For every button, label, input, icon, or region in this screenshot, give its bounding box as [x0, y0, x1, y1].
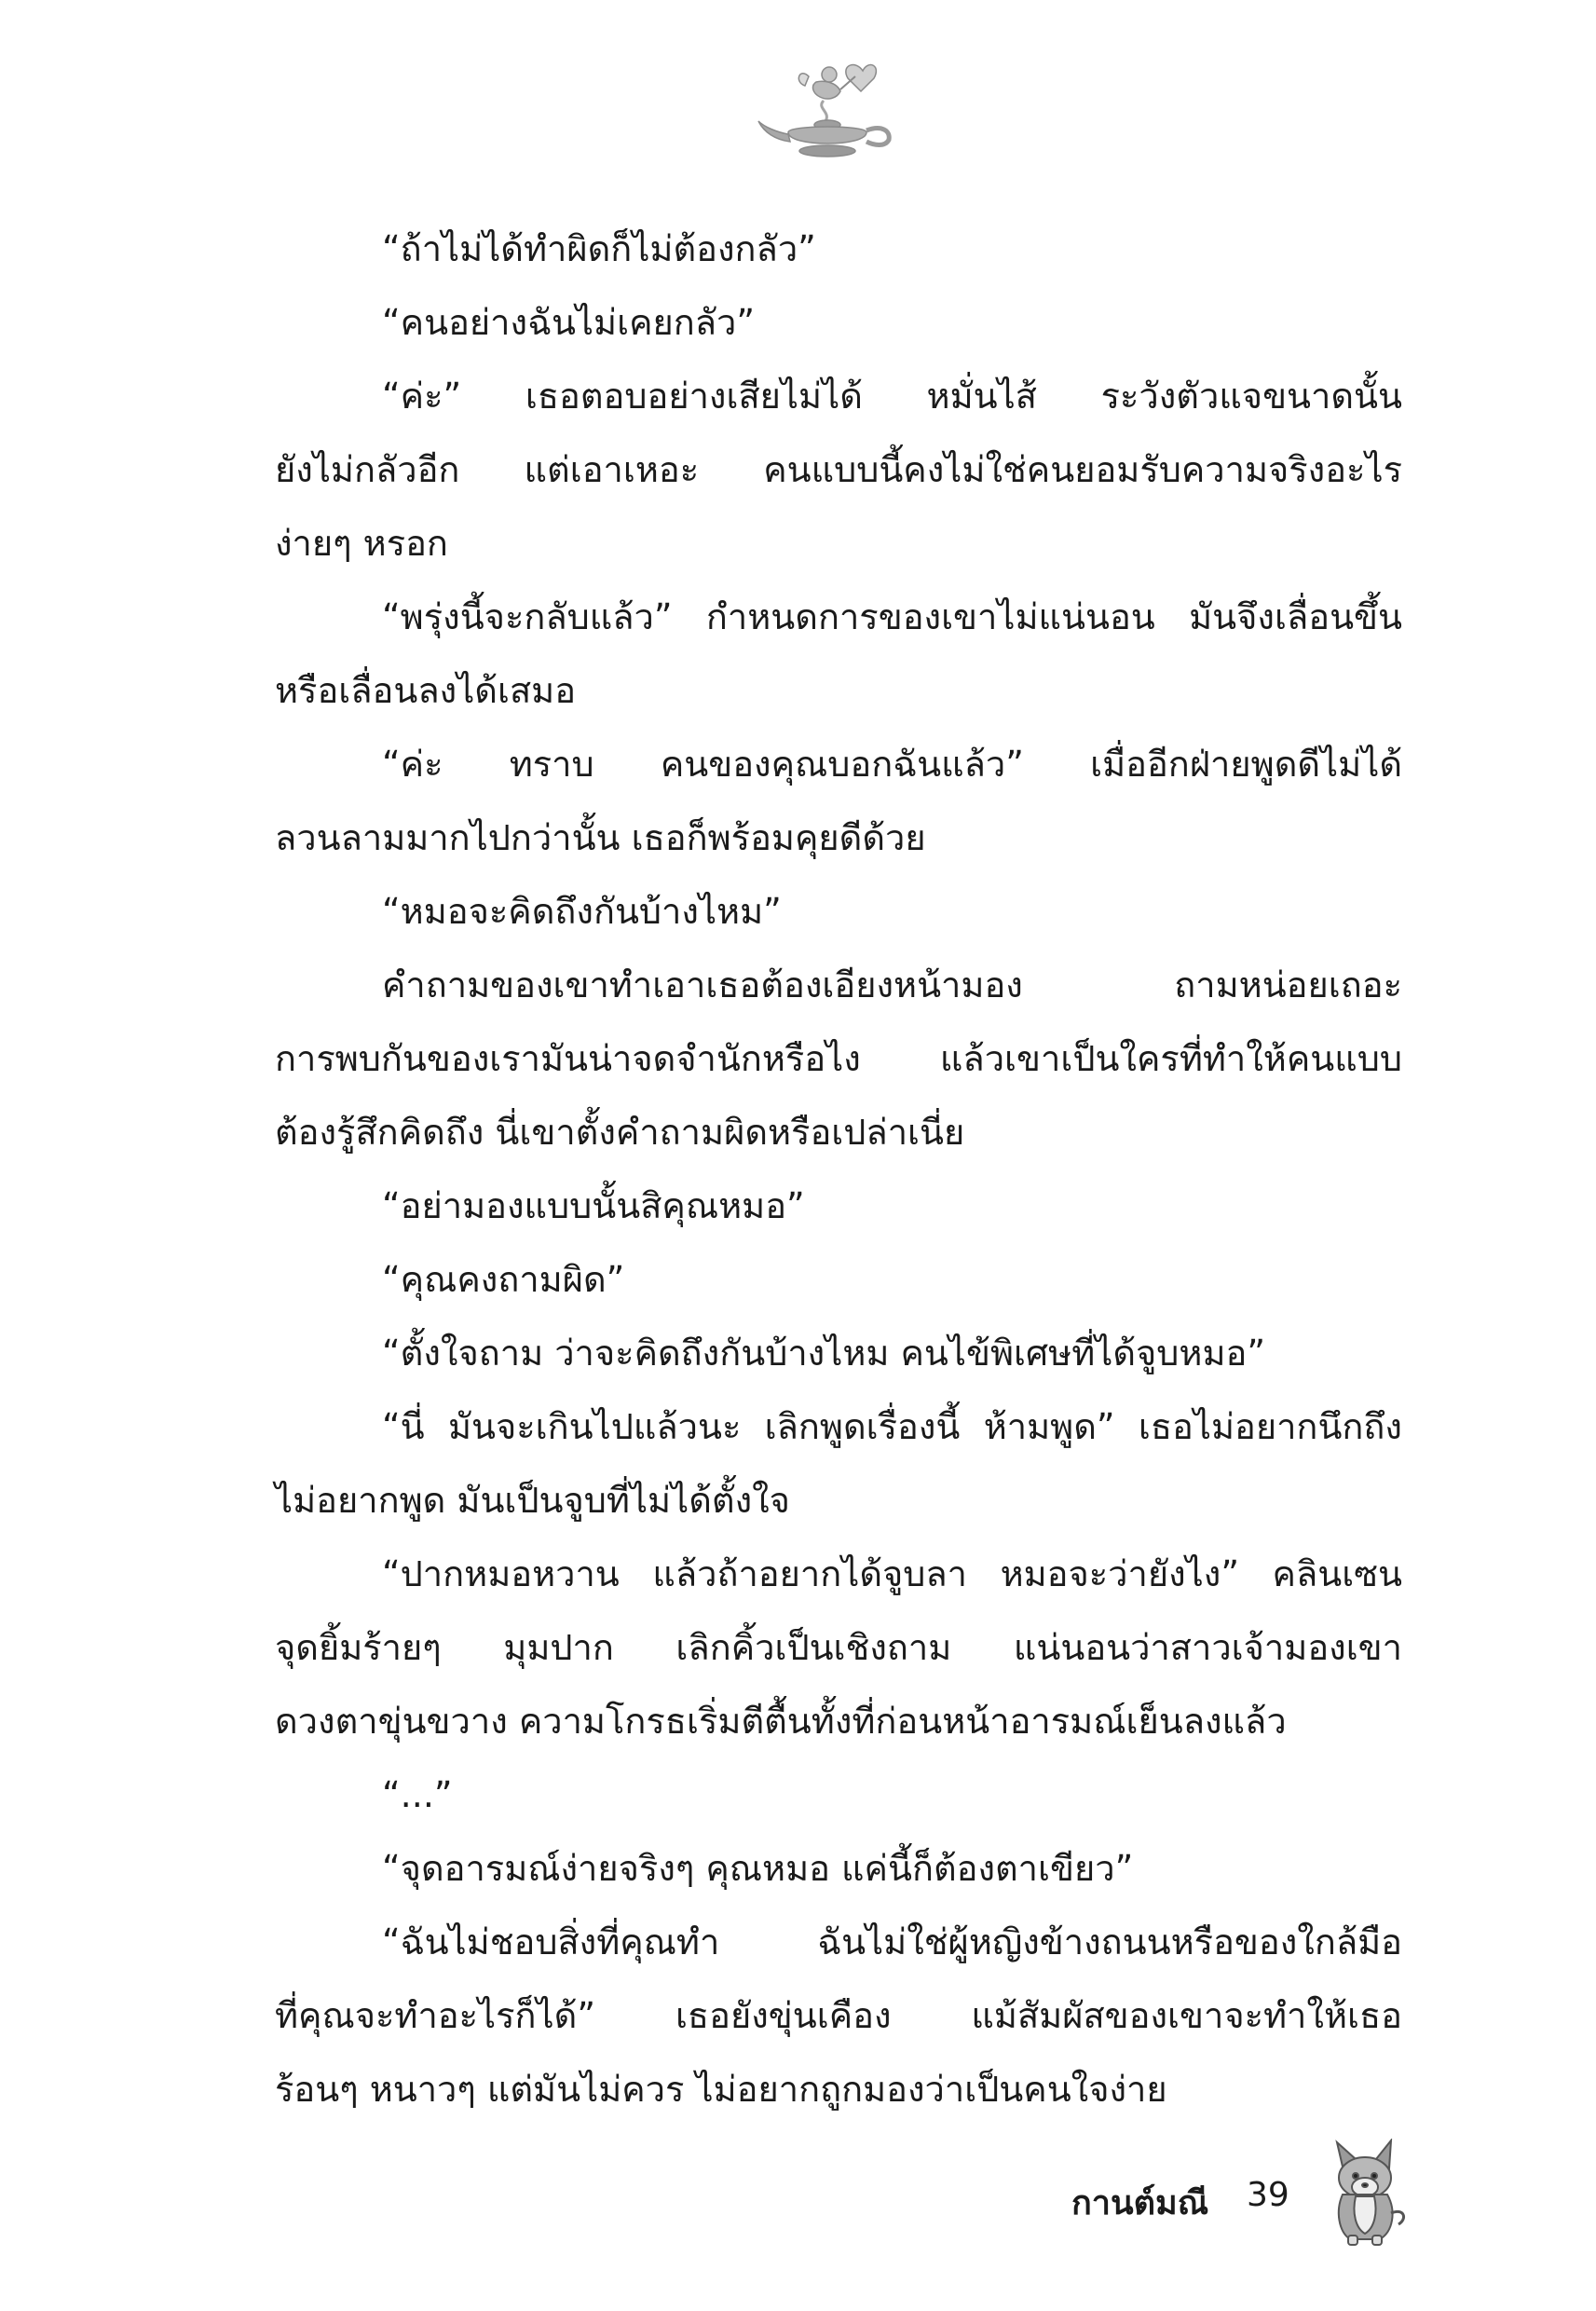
text-line: “ค่ะ ทราบ คนของคุณบอกฉันแล้ว” เมื่ออีกฝ่ายพูดดีไม่ได้ [382, 744, 1402, 785]
text-line: “ตั้งใจถาม ว่าจะคิดถึงกันบ้างไหม คนไข้พิเศษที่ได้จูบหมอ” [382, 1333, 1266, 1374]
genie-lamp-cupid-ornament [751, 54, 909, 166]
page-footer [1071, 2139, 1407, 2269]
text-line: “หมอจะคิดถึงกันบ้างไหม” [382, 891, 782, 932]
text-line: “คุณคงถามผิด” [382, 1259, 625, 1300]
text-line: “คนอย่างฉันไม่เคยกลัว” [382, 302, 756, 343]
text-line: “จุดอารมณ์ง่ายจริงๆ คุณหมอ แค่นี้ก็ต้องตาเขียว” [382, 1848, 1134, 1889]
text-line: “อย่ามองแบบนั้นสิคุณหมอ” [382, 1185, 805, 1226]
page-number: 39 [1247, 2176, 1289, 2214]
text-line: ร้อนๆ หนาวๆ แต่มันไม่ควร ไม่อยากถูกมองว่าเป็นคนใจง่าย [275, 2069, 1167, 2110]
text-line: คำถามของเขาทำเอาเธอต้องเอียงหน้ามอง ถามหน่อยเถอะ [382, 964, 1402, 1005]
text-line: “นี่ มันจะเกินไปแล้วนะ เลิกพูดเรื่องนี้ ห้ามพูด” เธอไม่อยากนึกถึง [382, 1406, 1402, 1447]
text-line: ยังไม่กลัวอีก แต่เอาเหอะ คนแบบนี้คงไม่ใช่คนยอมรับความจริงอะไร [275, 449, 1402, 490]
text-line: “...” [382, 1774, 453, 1815]
text-line: ง่ายๆ หรอก [275, 523, 448, 564]
text-line: “ฉันไม่ชอบสิ่งที่คุณทำ ฉันไม่ใช่ผู้หญิงข้างถนนหรือของใกล้มือ [382, 1921, 1402, 1962]
text-line: การพบกันของเรามันน่าจดจำนักหรือไง แล้วเขาเป็นใครที่ทำให้คนแบบ [275, 1038, 1402, 1079]
text-line: ไม่อยากพูด มันเป็นจูบที่ไม่ได้ตั้งใจ [275, 1480, 790, 1521]
text-line: หรือเลื่อนลงได้เสมอ [275, 670, 577, 711]
text-line: “ถ้าไม่ได้ทำผิดก็ไม่ต้องกลัว” [382, 228, 816, 269]
text-line: “พรุ่งนี้จะกลับแล้ว” กำหนดการของเขาไม่แน่นอน มันจึงเลื่อนขึ้น [382, 596, 1402, 637]
text-line: “ค่ะ” เธอตอบอย่างเสียไม่ได้ หมั่นไส้ ระวังตัวแจขนาดนั้น [382, 376, 1402, 417]
text-line: ที่คุณจะทำอะไรก็ได้” เธอยังขุ่นเคือง แม้สัมผัสของเขาจะทำให้เธอ [275, 1995, 1402, 2036]
text-line: ต้องรู้สึกคิดถึง นี่เขาตั้งคำถามผิดหรือเปล่าเนี่ย [275, 1112, 965, 1153]
text-line: จุดยิ้มร้ายๆ มุมปาก เลิกคิ้วเป็นเชิงถาม แน่นอนว่าสาวเจ้ามองเขา [275, 1627, 1402, 1668]
book-title: กานต์มณี [1071, 2184, 1209, 2222]
body-text [275, 212, 1402, 2126]
text-line: ลวนลามมากไปกว่านั้น เธอก็พร้อมคุยดีด้วย [275, 817, 926, 858]
text-line: ดวงตาขุ่นขวาง ความโกรธเริ่มตีตื้นทั้งที่ก่อนหน้าอารมณ์เย็นลงแล้ว [275, 1701, 1287, 1742]
text-line: “ปากหมอหวาน แล้วถ้าอยากได้จูบลา หมอจะว่ายังไง” คลินเซน [382, 1553, 1402, 1594]
corgi-dog-icon [1318, 2139, 1412, 2250]
